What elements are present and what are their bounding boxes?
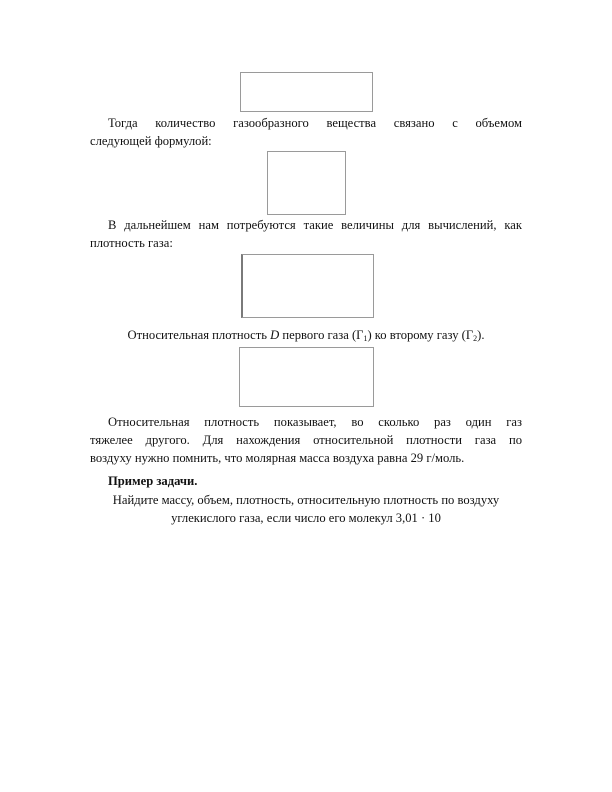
symbol-d: D: [270, 328, 280, 342]
subscript-1: 1: [363, 334, 368, 343]
paragraph-line: плотность газа:: [90, 236, 173, 250]
paragraph-line: воздуху нужно помнить, что молярная масса воздуха равна 29 г/моль.: [90, 451, 465, 465]
formula-image-4: [239, 347, 374, 407]
paragraph-density: [90, 216, 522, 252]
text-part: ) ко второму газу (Г: [367, 328, 474, 342]
text-part: первого газа (Г: [279, 328, 364, 342]
formula-image-2: [267, 151, 346, 215]
text-part: ).: [477, 328, 485, 342]
subscript-2: 2: [473, 334, 478, 343]
paragraph-line: В дальнейшем нам потребуются такие величины для вычислений, как: [108, 218, 522, 232]
formula-image-3: [241, 254, 374, 318]
paragraph-relative-density: [90, 326, 522, 344]
example-section: [90, 472, 522, 490]
text-part: Относительная плотность: [127, 328, 271, 342]
paragraph-line: следующей формулой:: [90, 134, 212, 148]
paragraph-line: Тогда количество газообразного вещества связано с объемом: [108, 116, 522, 130]
paragraph-line: Относительная плотность показывает, во сколько раз один газ: [108, 415, 522, 429]
paragraph-relative-density-explanation: [90, 413, 522, 467]
relative-density-line: [90, 326, 522, 344]
paragraph-line: тяжелее другого. Для нахождения относительной плотности газа по: [90, 433, 522, 447]
task-line: углекислого газа, если число его молекул 3,01 · 10: [171, 511, 441, 525]
paragraph-gas-amount: [90, 114, 522, 150]
formula-image-1: [240, 72, 373, 112]
example-heading: Пример задачи.: [108, 474, 198, 488]
task-line: Найдите массу, объем, плотность, относительную плотность по воздуху: [112, 493, 500, 507]
example-task: [80, 491, 532, 527]
